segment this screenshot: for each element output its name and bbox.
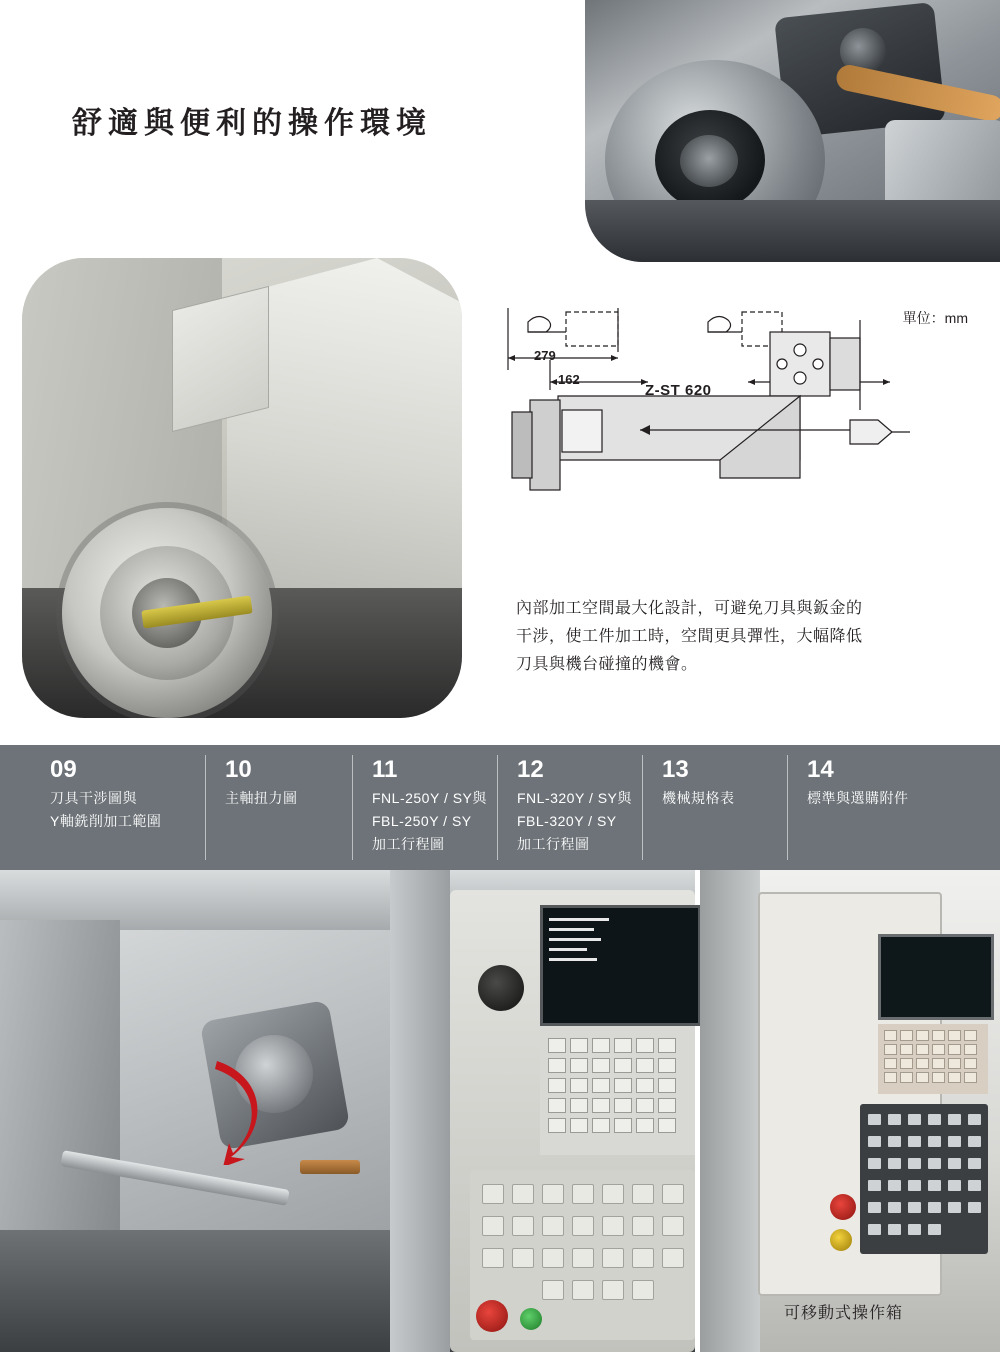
index-divider <box>205 755 206 860</box>
caption-line-1: 內部加工空間最大化設計，可避免刀具與鈑金的 <box>516 600 863 617</box>
photo-movable-pendant <box>700 870 1000 1352</box>
diagram-caption <box>516 595 936 679</box>
section-index-bar <box>0 745 1000 870</box>
index-number: 12 <box>517 756 544 783</box>
index-label: 主軸扭力圖 <box>225 790 298 806</box>
index-item-10[interactable] <box>215 745 350 870</box>
index-label: 機械規格表 <box>662 790 735 806</box>
index-label: 刀具干涉圖與 <box>50 790 137 806</box>
emergency-stop-button[interactable] <box>476 1300 508 1332</box>
photo-machining-head <box>585 0 1000 262</box>
photo-spindle-chuck <box>22 258 462 718</box>
photo-shape <box>700 870 760 1352</box>
index-divider <box>352 755 353 860</box>
rotation-arrow-icon <box>205 1055 275 1165</box>
pendant-indicator-lamp <box>830 1229 852 1251</box>
index-divider <box>787 755 788 860</box>
photo-shape <box>300 1160 360 1174</box>
caption-line-3: 刀具與機台碰撞的機會。 <box>516 656 698 673</box>
page-title: 舒適與便利的操作環境 <box>72 107 432 140</box>
bottom-right-caption: 可移動式操作箱 <box>784 1305 904 1322</box>
cnc-keypad <box>540 1030 695 1155</box>
pendant-body <box>758 892 942 1296</box>
pendant-button-panel <box>860 1104 988 1254</box>
pendant-screen <box>878 934 994 1020</box>
stroke-diagram <box>470 300 990 600</box>
feed-override-knob[interactable] <box>478 965 524 1011</box>
photo-shape <box>390 870 450 1352</box>
index-item-09[interactable] <box>40 745 205 870</box>
bottom-photo-section <box>0 870 1000 1352</box>
index-label: FNL-250Y / SY與 <box>372 790 487 806</box>
stroke-diagram-svg <box>470 300 990 600</box>
pendant-emergency-stop[interactable] <box>830 1194 856 1220</box>
dimension-162: 162 <box>558 372 580 387</box>
cycle-start-button[interactable] <box>520 1308 542 1330</box>
pendant-keypad <box>878 1024 988 1094</box>
index-divider <box>497 755 498 860</box>
index-item-14[interactable] <box>797 745 972 870</box>
index-label: FNL-320Y / SY與 <box>517 790 632 806</box>
index-item-11[interactable] <box>362 745 497 870</box>
index-number: 09 <box>50 756 77 783</box>
index-label: FBL-320Y / SY <box>517 813 617 829</box>
caption-line-2: 干涉，使工件加工時，空間更具彈性，大幅降低 <box>516 628 863 645</box>
index-divider <box>642 755 643 860</box>
index-label: 標準與選購附件 <box>807 790 909 806</box>
index-item-12[interactable] <box>507 745 642 870</box>
dimension-279: 279 <box>534 348 556 363</box>
index-number: 10 <box>225 756 252 783</box>
index-label: Y軸銑削加工範圍 <box>50 813 162 829</box>
index-item-13[interactable] <box>652 745 787 870</box>
cnc-screen <box>540 905 701 1026</box>
index-number: 13 <box>662 756 689 783</box>
index-number: 14 <box>807 756 834 783</box>
unit-label: 單位：mm <box>902 310 968 326</box>
photo-shape <box>172 286 269 432</box>
photo-shape <box>680 135 738 187</box>
z-stroke-label: Z-ST 620 <box>645 382 712 399</box>
index-label: 加工行程圖 <box>372 836 445 852</box>
index-label: 加工行程圖 <box>517 836 590 852</box>
index-number: 11 <box>372 756 398 783</box>
index-label: FBL-250Y / SY <box>372 813 472 829</box>
